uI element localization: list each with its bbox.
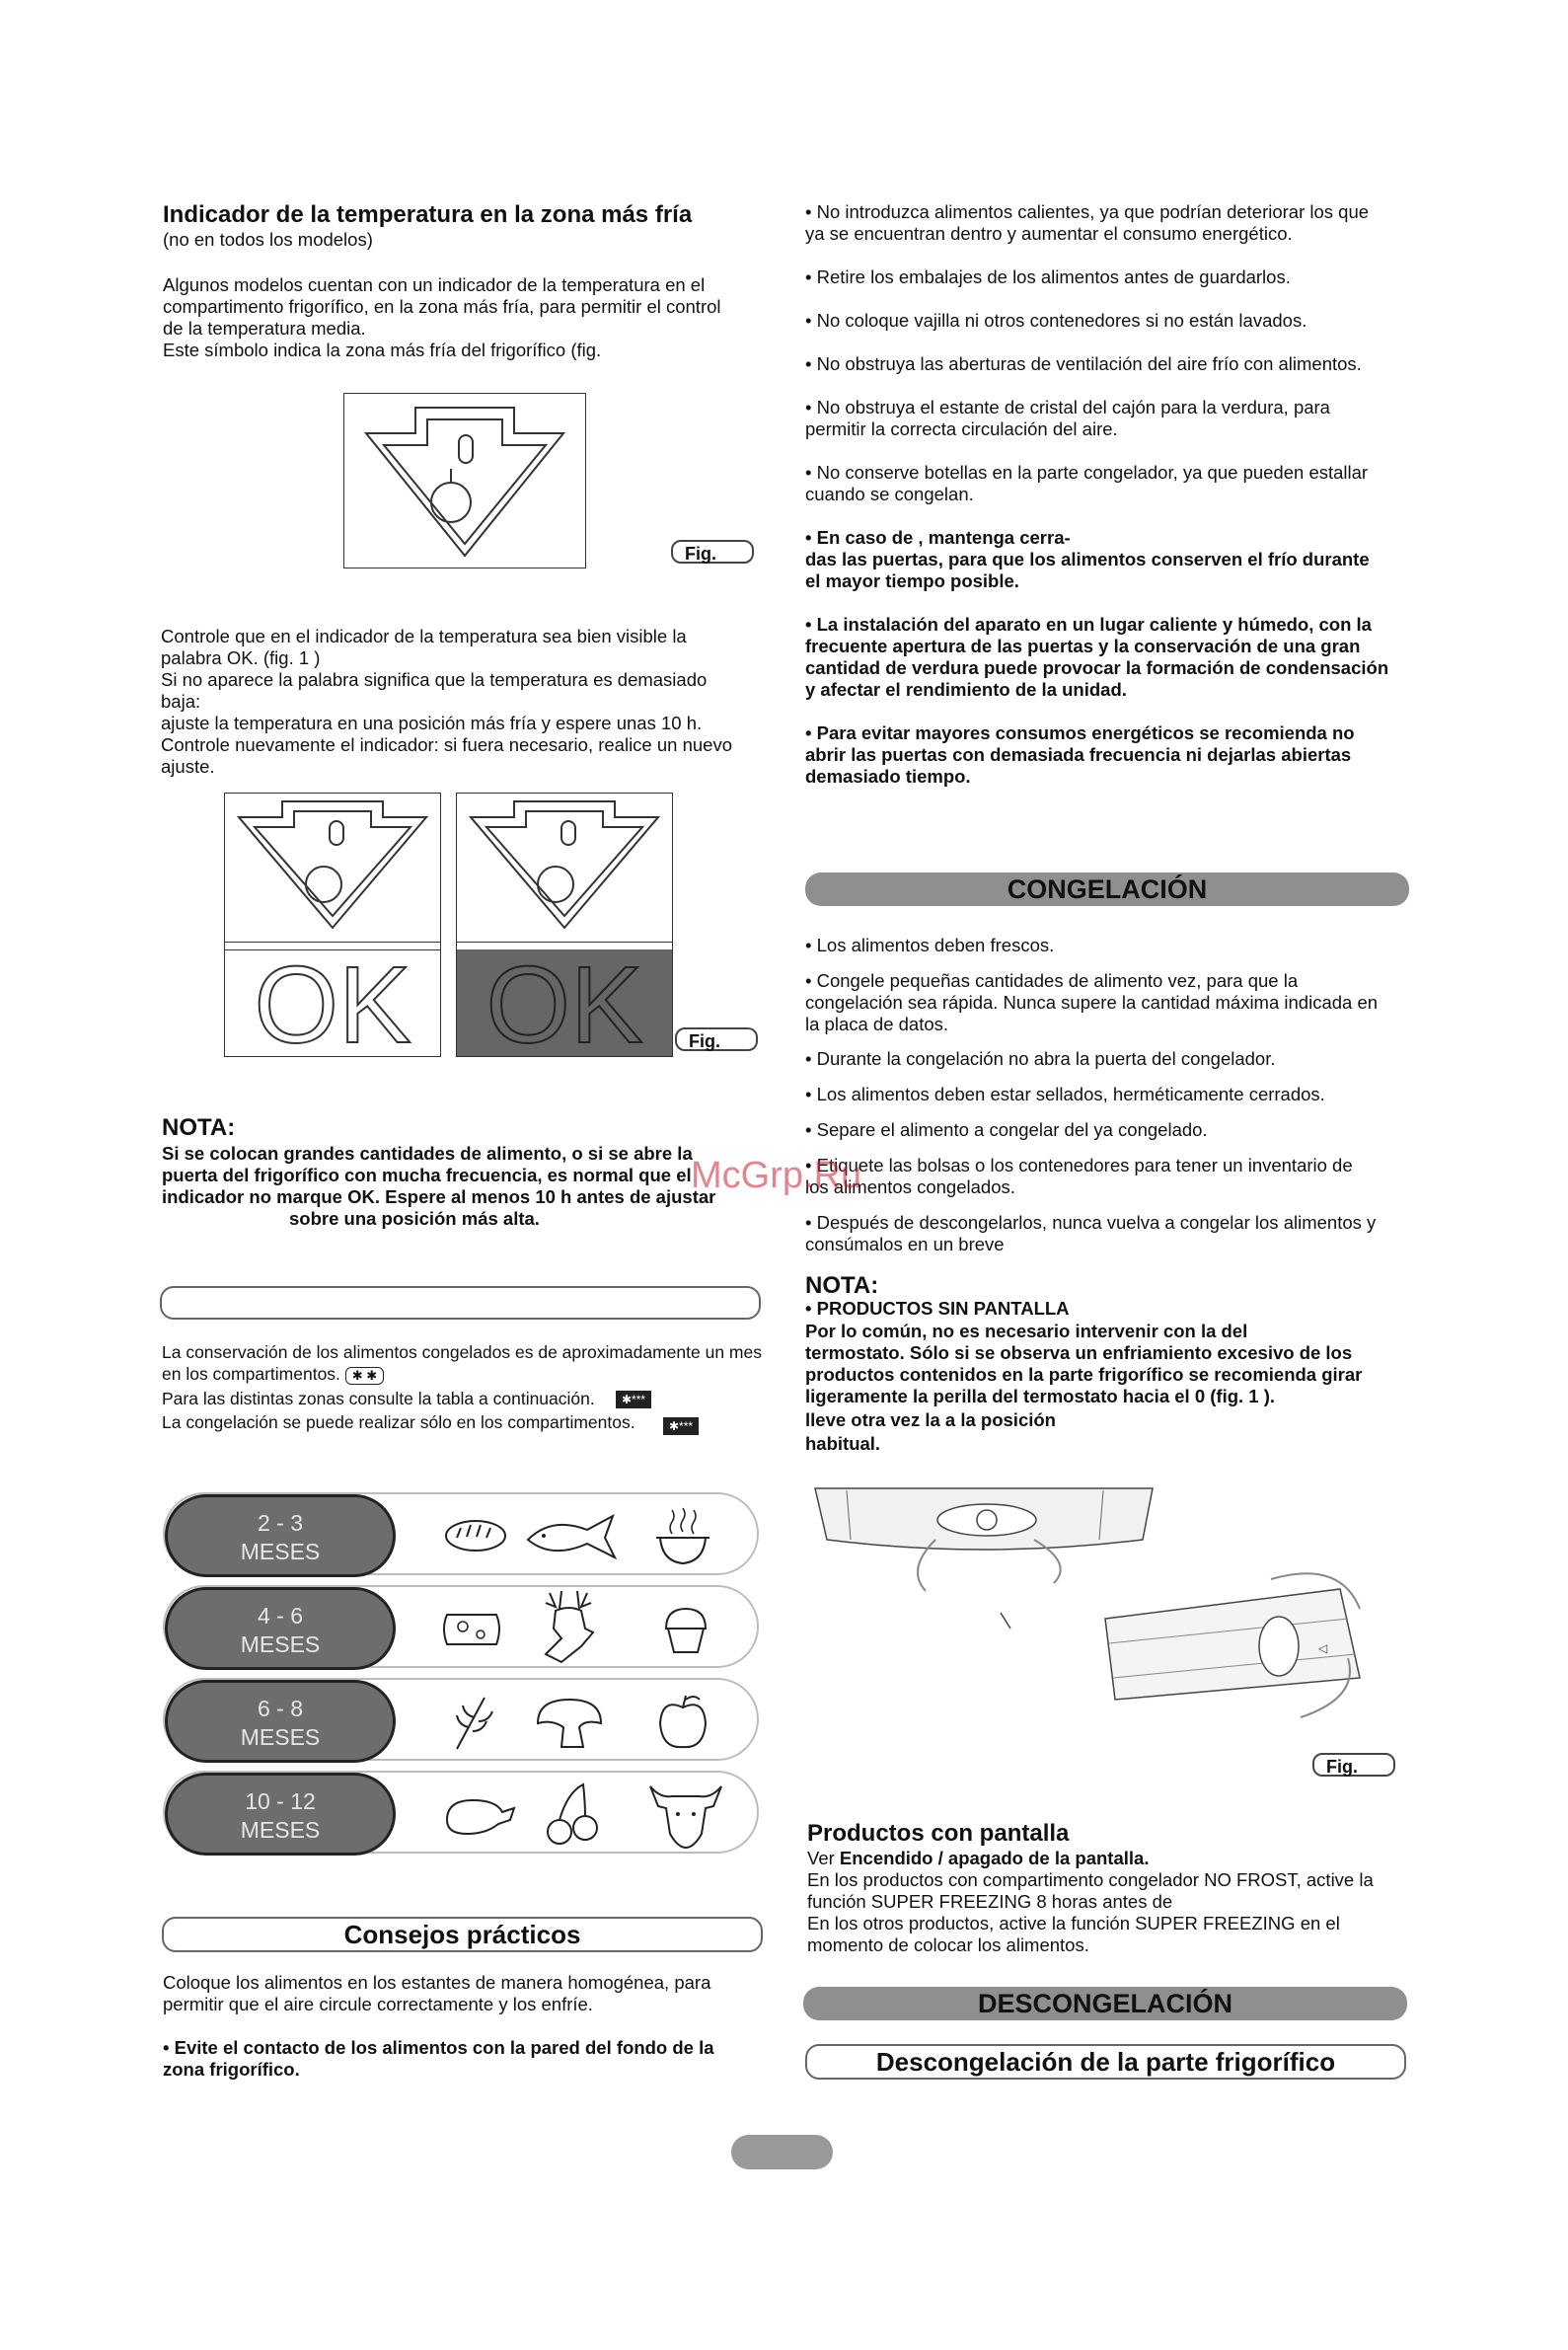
thermostat-illustration: [807, 1480, 1409, 1777]
chicken-icon: [437, 1790, 518, 1840]
cold-zone-symbol-icon: [457, 794, 672, 942]
muffin-icon: [658, 1601, 713, 1658]
cherries-icon: [544, 1779, 605, 1852]
congelacion-header: CONGELACIÓN: [805, 872, 1409, 906]
soup-bowl-icon: [648, 1502, 717, 1571]
months-row: [163, 1678, 759, 1761]
thermostat-detail-icon: [1105, 1573, 1360, 1717]
nota-subtitle: • PRODUCTOS SIN PANTALLA: [805, 1298, 1070, 1319]
ok-label: OK: [254, 945, 411, 1066]
cold-zone-symbol-icon: [344, 394, 585, 568]
thermostat-top-view-icon: [815, 1488, 1153, 1629]
fig-label: Fig.: [1312, 1753, 1395, 1777]
fig-label: Fig.: [671, 540, 754, 564]
ok-indicator-dark-figure: [456, 793, 673, 1066]
months-row: [163, 1585, 759, 1668]
months-pill: 10 - 12 MESES: [165, 1773, 396, 1856]
section-subheading: (no en todos los modelos): [163, 229, 373, 250]
consejos-header: Consejos prácticos: [162, 1917, 763, 1952]
months-row: [163, 1492, 759, 1575]
nota-title: NOTA:: [162, 1114, 236, 1141]
four-star-badge: ✱***: [663, 1417, 699, 1435]
cheese-icon: [441, 1607, 506, 1650]
months-pill: 6 - 8 MESES: [165, 1680, 396, 1763]
cold-zone-symbol-icon: [225, 794, 440, 942]
cow-head-icon: [644, 1777, 727, 1852]
display-on-off-link[interactable]: Encendido / apagado de la pantalla.: [839, 1848, 1150, 1868]
four-star-badge: ✱***: [616, 1391, 651, 1408]
nota-title: NOTA:: [805, 1272, 879, 1299]
months-pill: 2 - 3 MESES: [165, 1494, 396, 1577]
descongelacion-subheader: Descongelación de la parte frigorífico: [805, 2044, 1406, 2080]
watermark: McGrp.Ru: [691, 1155, 862, 1196]
mushroom-icon: [532, 1694, 607, 1753]
pantalla-heading: Productos con pantalla: [807, 1820, 1070, 1847]
section-heading-temperature-indicator: Indicador de la temperatura en la zona más fría: [163, 201, 693, 228]
fish-icon: [522, 1508, 621, 1563]
two-star-badge: ✱ ✱: [345, 1367, 384, 1385]
months-row: [163, 1771, 759, 1854]
page-number-badge: [731, 2135, 833, 2169]
months-pill: 4 - 6 MESES: [165, 1587, 396, 1670]
ok-indicator-visible-figure: [224, 793, 441, 1066]
ok-label: OK: [485, 945, 643, 1066]
apple-icon: [652, 1690, 713, 1755]
descongelacion-header: DESCONGELACIÓN: [803, 1987, 1407, 2020]
cold-zone-symbol-figure: [343, 393, 586, 569]
empty-section-header: [160, 1286, 761, 1320]
fig-label: Fig.: [675, 1027, 758, 1051]
wheat-icon: [445, 1692, 500, 1753]
svg-text:◁: ◁: [1318, 1641, 1328, 1655]
deer-icon: [532, 1589, 607, 1668]
bread-icon: [441, 1514, 510, 1557]
